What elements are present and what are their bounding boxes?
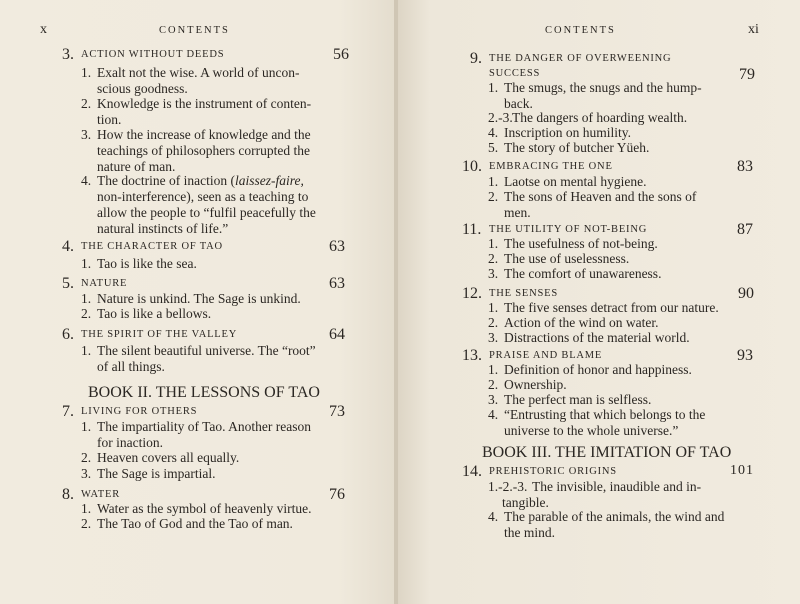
sub-item-text: Distractions of the material world.: [504, 330, 690, 345]
sub-item-number: 3.: [81, 466, 92, 481]
sub-item-text: The Sage is impartial.: [97, 466, 216, 481]
sub-item-text: Nature is unkind. The Sage is unkind.: [97, 291, 301, 306]
sub-item-number: 2.: [81, 450, 92, 465]
sub-item-number: 1.: [81, 419, 92, 434]
sub-item: [488, 509, 738, 541]
sub-item: [81, 256, 321, 272]
chapter-title: THE SPIRIT OF THE VALLEY: [81, 329, 238, 340]
sub-item: [488, 125, 733, 141]
sub-item: [81, 450, 321, 466]
sub-item: [488, 251, 733, 267]
right-page: [398, 0, 800, 604]
sub-item-text: Action of the wind on water.: [504, 315, 659, 330]
page-ref: 93: [737, 347, 753, 364]
chapter-title: THE UTILITY OF NOT-BEING: [489, 224, 648, 235]
book-heading: BOOK II. THE LESSONS OF TAO: [88, 384, 320, 401]
chapter-title: LIVING FOR OTHERS: [81, 406, 198, 417]
chapter-title: EMBRACING THE ONE: [489, 161, 613, 172]
chapter-title-continued: SUCCESS: [489, 68, 541, 79]
sub-item-text: The comfort of unawareness.: [504, 266, 662, 281]
sub-item-text: Tao is like the sea.: [97, 256, 197, 271]
sub-item-text: Tao is like a bellows.: [97, 306, 212, 321]
sub-item: [81, 419, 321, 451]
sub-item: [488, 236, 733, 252]
chapter-number: 4.: [62, 238, 74, 255]
sub-item-number: 2.: [81, 96, 92, 111]
sub-item: [488, 266, 733, 282]
chapter-number: 7.: [62, 403, 74, 420]
book-heading: BOOK III. THE IMITATION OF TAO: [482, 444, 732, 461]
sub-item-text: Inscription on humility.: [504, 125, 631, 140]
chapter-number: 11.: [462, 221, 482, 238]
chapter-title: PREHISTORIC ORIGINS: [489, 466, 617, 477]
sub-item-number: 4.: [81, 173, 92, 188]
sub-item-text: The perfect man is selfless.: [504, 392, 652, 407]
chapter-number: 10.: [462, 158, 482, 175]
chapter-title: PRAISE AND BLAME: [489, 350, 603, 361]
chapter-number: 12.: [462, 285, 482, 302]
sub-item-number: 3.: [488, 330, 499, 345]
sub-item: [488, 189, 733, 221]
page-ref: 63: [329, 238, 345, 255]
sub-item-number: 1.: [81, 256, 92, 271]
sub-item-text: The doctrine of inaction (laissez-faire, non-interference), seen as a teaching to allow the people to “fulfil peacefully the natural instincts of life.”: [97, 173, 316, 236]
chapter-number: 13.: [462, 347, 482, 364]
sub-item-text: Knowledge is the instrument of conten- tion.: [97, 96, 312, 127]
page-ref: 63: [329, 275, 345, 292]
sub-item-number: 2.: [488, 189, 499, 204]
chapter-title: THE SENSES: [489, 288, 558, 299]
running-header: CONTENTS: [159, 25, 230, 36]
sub-item: [81, 306, 321, 322]
page-ref: 90: [738, 285, 754, 302]
sub-item: [81, 466, 321, 482]
sub-item: [81, 343, 321, 375]
chapter-title: THE CHARACTER OF TAO: [81, 241, 223, 252]
sub-item-number: 1.: [81, 291, 92, 306]
sub-item-text: The sons of Heaven and the sons of men.: [504, 189, 697, 220]
sub-item-number: 1.: [488, 174, 499, 189]
sub-item: [81, 291, 321, 307]
sub-item-text: Laotse on mental hygiene.: [504, 174, 647, 189]
sub-item-number: 2.: [81, 516, 92, 531]
page-ref: 64: [329, 326, 345, 343]
sub-item-text: How the increase of knowledge and the teachings of philosophers corrupted the nature of man.: [97, 127, 311, 174]
sub-item-number: 1.-2.-3.: [488, 479, 528, 494]
sub-item: [488, 315, 733, 331]
sub-item-number: 1.: [488, 300, 499, 315]
sub-item: [488, 377, 733, 393]
page-number: x: [40, 22, 47, 37]
sub-item-number: 5.: [488, 140, 499, 155]
sub-item-number: 1.: [81, 343, 92, 358]
sub-item-number: 3.: [488, 392, 499, 407]
chapter-number: 3.: [62, 46, 74, 63]
chapter-title: NATURE: [81, 278, 128, 289]
sub-item-text: Ownership.: [504, 377, 567, 392]
sub-item-text: The invisible, inaudible and in- tangible.: [502, 479, 702, 510]
sub-item-text: The use of uselessness.: [504, 251, 630, 266]
sub-item: [81, 501, 321, 517]
sub-item: [81, 173, 321, 237]
sub-item-number: 2.: [488, 377, 499, 392]
sub-item: [488, 479, 738, 511]
sub-item-number: 1.: [81, 501, 92, 516]
chapter-title: THE DANGER OF OVERWEENING: [489, 53, 672, 64]
sub-item-text: Heaven covers all equally.: [97, 450, 240, 465]
sub-item-text: Water as the symbol of heavenly virtue.: [97, 501, 312, 516]
sub-item: [488, 392, 733, 408]
sub-item-text: “Entrusting that which belongs to the universe to the whole universe.”: [504, 407, 706, 438]
chapter-title: WATER: [81, 489, 120, 500]
sub-item-number: 1.: [488, 80, 499, 95]
sub-item-number: 1.: [488, 362, 499, 377]
chapter-title: ACTION WITHOUT DEEDS: [81, 49, 225, 60]
sub-item: [488, 362, 733, 378]
sub-item-text: Definition of honor and happiness.: [504, 362, 692, 377]
sub-item-number: 2.: [81, 306, 92, 321]
sub-item-text: The dangers of hoarding wealth.: [512, 110, 688, 125]
sub-item-text: The parable of the animals, the wind and the mind.: [504, 509, 725, 540]
chapter-number: 5.: [62, 275, 74, 292]
sub-item-text: The smugs, the snugs and the hump- back.: [504, 80, 702, 111]
sub-item: [488, 330, 733, 346]
sub-item-text: The five senses detract from our nature.: [504, 300, 719, 315]
chapter-number: 9.: [470, 50, 482, 67]
sub-item-number: 2.-3.: [488, 110, 513, 125]
sub-item-number: 4.: [488, 125, 499, 140]
page-ref: 76: [329, 486, 345, 503]
sub-item-text: The silent beautiful universe. The “root” of all things.: [97, 343, 316, 374]
page-ref: 101: [730, 463, 754, 478]
sub-item-text: The Tao of God and the Tao of man.: [97, 516, 293, 531]
sub-item: [488, 300, 733, 316]
sub-item-text: The story of butcher Yüeh.: [504, 140, 650, 155]
sub-item-number: 2.: [488, 251, 499, 266]
sub-item-text: The usefulness of not-being.: [504, 236, 658, 251]
sub-item: [81, 65, 321, 97]
page-ref: 83: [737, 158, 753, 175]
chapter-number: 8.: [62, 486, 74, 503]
sub-item: [488, 407, 733, 439]
sub-item: [81, 127, 321, 175]
sub-item-number: 3.: [81, 127, 92, 142]
page-number: xi: [748, 22, 759, 37]
page-ref: 79: [739, 66, 755, 83]
sub-item-number: 4.: [488, 407, 499, 422]
page-ref: 87: [737, 221, 753, 238]
sub-item-number: 3.: [488, 266, 499, 281]
sub-item: [488, 110, 733, 126]
sub-item-number: 1.: [488, 236, 499, 251]
sub-item-text: The impartiality of Tao. Another reason for inaction.: [97, 419, 311, 450]
sub-item-number: 4.: [488, 509, 499, 524]
sub-item: [81, 516, 321, 532]
sub-item-number: 2.: [488, 315, 499, 330]
sub-item-text: Exalt not the wise. A world of uncon- scious goodness.: [97, 65, 300, 96]
page-ref: 73: [329, 403, 345, 420]
chapter-number: 6.: [62, 326, 74, 343]
sub-item: [488, 174, 733, 190]
running-header: CONTENTS: [545, 25, 616, 36]
sub-item: [488, 140, 733, 156]
left-page: [0, 0, 398, 604]
sub-item: [81, 96, 321, 128]
sub-item-number: 1.: [81, 65, 92, 80]
sub-item: [488, 80, 733, 112]
chapter-number: 14.: [462, 463, 482, 480]
page-ref: 56: [333, 46, 349, 63]
